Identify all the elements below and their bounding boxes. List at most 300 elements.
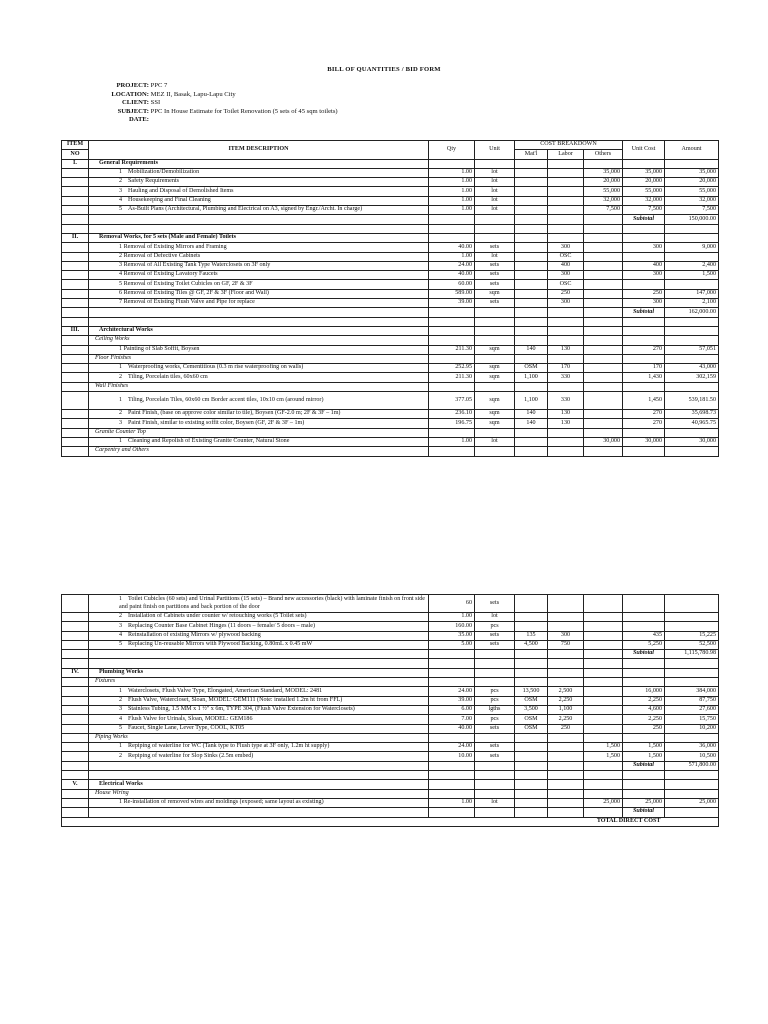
others-cell: 55,000 — [584, 187, 623, 196]
table-cell — [89, 224, 429, 233]
table-cell — [623, 382, 665, 391]
table-cell — [548, 808, 584, 817]
others-cell — [584, 715, 623, 724]
table-cell — [62, 364, 89, 373]
material-cell — [515, 595, 548, 613]
table-cell — [665, 233, 719, 242]
header-matl: Mat'l — [515, 150, 548, 159]
unit-cost-cell: 32,000 — [623, 196, 665, 205]
table-row — [62, 336, 719, 345]
qty-cell: 60 — [429, 595, 475, 613]
qty-cell: 6.00 — [429, 705, 475, 714]
header-unit: Unit — [475, 141, 515, 160]
table-cell — [62, 280, 89, 289]
amount-cell: 10,500 — [665, 752, 719, 761]
unit-cell: pcs — [475, 696, 515, 705]
table-cell — [548, 326, 584, 335]
subsection-title: Piping Works — [89, 733, 429, 742]
table-cell — [548, 159, 584, 168]
qty-cell: 10.00 — [429, 752, 475, 761]
amount-cell: 147,000 — [665, 289, 719, 298]
item-text: Replacing Counter Base Cabinet Hinges (11 doors – female/ 5 doors – male) — [128, 622, 315, 629]
section-title: Plumbing Works — [89, 668, 429, 677]
table-row — [62, 178, 719, 187]
table-cell — [89, 659, 429, 668]
table-row — [62, 447, 719, 456]
item-index: 1 — [119, 687, 123, 694]
table-cell — [62, 631, 89, 640]
item-description — [89, 696, 429, 705]
item-text: Paint Finish, (base on approve color similar to tile), Boysen (GF-2.0 m; 2F & 3F – 1m) — [128, 410, 341, 417]
labor-cell: 2,500 — [548, 687, 584, 696]
item-description — [89, 687, 429, 696]
labor-cell: 330 — [548, 373, 584, 382]
unit-cell: sets — [475, 280, 515, 289]
header-labor: Labor — [548, 150, 584, 159]
labor-cell: 300 — [548, 631, 584, 640]
table-row — [62, 817, 719, 826]
table-cell — [429, 224, 475, 233]
table-row — [62, 659, 719, 668]
subsection-title: Floor Finishes — [89, 354, 429, 363]
table-cell — [623, 317, 665, 326]
item-description — [89, 187, 429, 196]
others-cell — [584, 631, 623, 640]
item-description: 4 Removal of Existing Lavatory Faucets — [89, 271, 429, 280]
item-index: 5 — [119, 206, 123, 213]
others-cell — [584, 687, 623, 696]
unit-cell: lot — [475, 252, 515, 261]
others-cell — [584, 419, 623, 428]
qty-cell: 40.00 — [429, 243, 475, 252]
table-row — [62, 224, 719, 233]
unit-cost-cell: 1,450 — [623, 392, 665, 410]
table-cell — [429, 308, 475, 317]
others-cell — [584, 289, 623, 298]
unit-cell: sets — [475, 243, 515, 252]
amount-cell: 32,000 — [665, 196, 719, 205]
table-cell — [665, 428, 719, 437]
others-cell — [584, 252, 623, 261]
table-cell — [584, 224, 623, 233]
table-cell — [62, 261, 89, 270]
table-cell — [62, 289, 89, 298]
table-cell — [515, 771, 548, 780]
table-row — [62, 798, 719, 807]
item-text: Tiling, Porcelain tiles, 60x60 cm — [128, 373, 208, 380]
material-cell: 140 — [515, 410, 548, 419]
amount-cell: 9,000 — [665, 243, 719, 252]
unit-cost-cell: 25,000 — [623, 798, 665, 807]
qty-cell: 24.00 — [429, 743, 475, 752]
table-cell — [475, 733, 515, 742]
table-cell — [62, 724, 89, 733]
table-row — [62, 640, 719, 649]
table-row — [62, 696, 719, 705]
table-cell — [62, 308, 89, 317]
table-row — [62, 289, 719, 298]
table-cell — [515, 326, 548, 335]
amount-cell: 43,000 — [665, 364, 719, 373]
qty-cell: 236.10 — [429, 410, 475, 419]
table-row — [62, 687, 719, 696]
item-description — [89, 613, 429, 622]
table-cell — [623, 771, 665, 780]
table-cell — [548, 317, 584, 326]
others-cell — [584, 724, 623, 733]
others-cell: 32,000 — [584, 196, 623, 205]
item-index: 2 — [119, 373, 123, 380]
unit-cell: lot — [475, 178, 515, 187]
others-cell: 1,500 — [584, 752, 623, 761]
labor-cell: 300 — [548, 299, 584, 308]
item-index: 2 — [119, 410, 123, 417]
table-cell — [62, 771, 89, 780]
table-row — [62, 724, 719, 733]
labor-cell: 300 — [548, 243, 584, 252]
item-description — [89, 743, 429, 752]
table-cell — [584, 761, 623, 770]
others-cell — [584, 410, 623, 419]
qty-cell: 211.30 — [429, 345, 475, 354]
unit-cell: sqm — [475, 364, 515, 373]
labor-cell: 250 — [548, 724, 584, 733]
table-cell — [475, 678, 515, 687]
table-cell — [475, 308, 515, 317]
table-cell — [62, 817, 429, 826]
item-index: 4 — [119, 197, 123, 204]
table-cell — [665, 354, 719, 363]
table-header-row — [62, 141, 719, 150]
meta-date: DATE: — [128, 116, 149, 123]
unit-cost-cell: 30,000 — [623, 437, 665, 446]
table-cell — [62, 705, 89, 714]
item-text: As-Built Plans (Architectural, Plumbing and Electrical on A3, signed by Engr./Archt. In charge) — [128, 206, 363, 213]
table-cell — [515, 233, 548, 242]
unit-cost-cell: 1,500 — [623, 752, 665, 761]
table-cell — [584, 789, 623, 798]
item-index: 3 — [119, 622, 123, 629]
table-cell — [665, 336, 719, 345]
qty-cell: 196.75 — [429, 419, 475, 428]
material-cell — [515, 437, 548, 446]
subtotal-label: Subtotal — [623, 308, 665, 317]
table-cell — [62, 206, 89, 215]
table-cell — [62, 178, 89, 187]
unit-cost-cell: 1,430 — [623, 373, 665, 382]
unit-cell: sqm — [475, 410, 515, 419]
table-cell — [548, 215, 584, 224]
item-description — [89, 622, 429, 631]
labor-cell: 2,250 — [548, 696, 584, 705]
material-cell — [515, 752, 548, 761]
amount-cell: 87,750 — [665, 696, 719, 705]
item-index: 3 — [119, 706, 123, 713]
table-row — [62, 382, 719, 391]
table-cell — [62, 252, 89, 261]
item-text: Paint Finish, similar to existing soffit color, Boysen (GF, 2F & 3F – 1m) — [128, 419, 305, 426]
subtotal-amount — [665, 808, 719, 817]
header-others: Others — [584, 150, 623, 159]
unit-cost-cell: 1,500 — [623, 743, 665, 752]
table-cell — [62, 271, 89, 280]
table-cell — [429, 317, 475, 326]
qty-cell: 35.00 — [429, 631, 475, 640]
qty-cell: 1.00 — [429, 437, 475, 446]
unit-cell: lot — [475, 196, 515, 205]
material-cell — [515, 271, 548, 280]
subtotal-amount: 571,800.00 — [665, 761, 719, 770]
unit-cell: sets — [475, 271, 515, 280]
item-number: V. — [62, 780, 89, 789]
table-row — [62, 252, 719, 261]
table-cell — [515, 382, 548, 391]
table-cell — [62, 243, 89, 252]
unit-cost-cell: 2,250 — [623, 715, 665, 724]
unit-cell: sets — [475, 640, 515, 649]
unit-cost-cell: 2,250 — [623, 696, 665, 705]
others-cell: 35,000 — [584, 168, 623, 177]
table-cell — [548, 354, 584, 363]
item-index: 2 — [119, 752, 123, 759]
table-cell — [475, 789, 515, 798]
unit-cost-cell: 300 — [623, 271, 665, 280]
table-cell — [548, 224, 584, 233]
others-cell: 30,000 — [584, 437, 623, 446]
table-cell — [623, 659, 665, 668]
unit-cell: pcs — [475, 687, 515, 696]
item-number: III. — [62, 326, 89, 335]
others-cell — [584, 595, 623, 613]
table-cell — [515, 336, 548, 345]
table-cell — [548, 771, 584, 780]
subsection-title: House Wiring — [89, 789, 429, 798]
table-cell — [665, 771, 719, 780]
table-cell — [62, 798, 89, 807]
table-cell — [548, 733, 584, 742]
meta-location: LOCATION: MEZ II, Basak, Lapu-Lapu City — [111, 90, 236, 98]
amount-cell: 52,500 — [665, 640, 719, 649]
table-cell — [623, 678, 665, 687]
table-cell — [429, 789, 475, 798]
table-cell — [515, 733, 548, 742]
item-description — [89, 410, 429, 419]
table-row — [62, 410, 719, 419]
table-cell — [475, 780, 515, 789]
table-cell — [475, 428, 515, 437]
qty-cell: 1.00 — [429, 187, 475, 196]
qty-cell: 24.00 — [429, 687, 475, 696]
qty-cell: 1.00 — [429, 613, 475, 622]
unit-cell: lot — [475, 437, 515, 446]
table-row — [62, 743, 719, 752]
labor-cell — [548, 206, 584, 215]
table-row — [62, 428, 719, 437]
item-index: 1 — [119, 438, 123, 445]
table-cell — [665, 789, 719, 798]
table-row — [62, 733, 719, 742]
amount-cell: 40,965.75 — [665, 419, 719, 428]
material-cell: OSM — [515, 696, 548, 705]
table-cell — [623, 780, 665, 789]
item-description — [89, 364, 429, 373]
amount-cell — [665, 613, 719, 622]
table-cell — [515, 808, 548, 817]
table-cell — [665, 317, 719, 326]
table-cell — [62, 392, 89, 410]
item-description — [89, 724, 429, 733]
material-cell — [515, 798, 548, 807]
table-cell — [62, 808, 89, 817]
others-cell: 20,000 — [584, 178, 623, 187]
table-row — [62, 261, 719, 270]
table-row — [62, 668, 719, 677]
item-description — [89, 631, 429, 640]
others-cell — [584, 640, 623, 649]
amount-cell: 302,159 — [665, 373, 719, 382]
qty-cell: 39.00 — [429, 696, 475, 705]
table-cell — [62, 622, 89, 631]
unit-cell: lgths — [475, 705, 515, 714]
table-row — [62, 187, 719, 196]
item-description: 2 Removal of Defective Cabinets — [89, 252, 429, 261]
item-text: Tiling, Porcelain Tiles, 60x60 cm Border accent tiles, 10x10 cm (around mirror) — [128, 396, 324, 403]
table-cell — [515, 317, 548, 326]
table-cell — [429, 668, 475, 677]
table-cell — [62, 640, 89, 649]
item-index: 5 — [119, 724, 123, 731]
table-cell — [584, 771, 623, 780]
qty-cell: 377.05 — [429, 392, 475, 410]
others-cell — [584, 392, 623, 410]
labor-cell: 750 — [548, 640, 584, 649]
subtotal-amount: 162,000.00 — [665, 308, 719, 317]
table-cell — [548, 336, 584, 345]
table-cell — [62, 419, 89, 428]
table-cell — [475, 159, 515, 168]
subsection-title: Fixtures — [89, 678, 429, 687]
table-cell — [623, 447, 665, 456]
table-cell — [584, 159, 623, 168]
material-cell: OSM — [515, 724, 548, 733]
labor-cell — [548, 798, 584, 807]
table-cell — [548, 678, 584, 687]
boq-table-page-1 — [61, 140, 719, 457]
table-cell — [62, 428, 89, 437]
amount-cell: 25,000 — [665, 798, 719, 807]
unit-cell: sets — [475, 724, 515, 733]
table-cell — [62, 595, 89, 613]
table-row — [62, 364, 719, 373]
material-cell: 3,500 — [515, 705, 548, 714]
table-row — [62, 650, 719, 659]
unit-cell: sets — [475, 299, 515, 308]
item-index: 1 — [119, 364, 123, 371]
unit-cost-cell: 270 — [623, 419, 665, 428]
others-cell — [584, 613, 623, 622]
item-description — [89, 178, 429, 187]
table-row — [62, 419, 719, 428]
unit-cell: lot — [475, 187, 515, 196]
table-row — [62, 326, 719, 335]
table-cell — [475, 668, 515, 677]
table-cell — [584, 326, 623, 335]
material-cell: 135 — [515, 631, 548, 640]
unit-cell: lot — [475, 168, 515, 177]
qty-cell: 7.00 — [429, 715, 475, 724]
table-cell — [584, 354, 623, 363]
table-cell — [515, 354, 548, 363]
table-cell — [665, 326, 719, 335]
qty-cell: 211.30 — [429, 373, 475, 382]
table-cell — [665, 382, 719, 391]
qty-cell: 39.00 — [429, 299, 475, 308]
item-description — [89, 437, 429, 446]
table-cell — [515, 761, 548, 770]
table-cell — [623, 159, 665, 168]
unit-cell: sqm — [475, 373, 515, 382]
unit-cost-cell: 7,500 — [623, 206, 665, 215]
table-cell — [548, 233, 584, 242]
table-cell — [62, 196, 89, 205]
item-text: Replacing Un-reusable Mirrors with Plywood Backing, 0.80mL x 0.45 mW — [128, 641, 313, 648]
amount-cell: 35,698.73 — [665, 410, 719, 419]
table-cell — [429, 761, 475, 770]
table-row — [62, 271, 719, 280]
item-text: Waterclosets, Flush Valve Type, Elongated, American Standard, MODEL: 2481 — [128, 687, 323, 694]
table-row — [62, 631, 719, 640]
unit-cell: sqm — [475, 392, 515, 410]
amount-cell: 539,181.50 — [665, 392, 719, 410]
table-cell — [62, 761, 89, 770]
unit-cost-cell: 35,000 — [623, 168, 665, 177]
item-description — [89, 206, 429, 215]
table-cell — [584, 317, 623, 326]
material-cell — [515, 261, 548, 270]
table-cell — [623, 789, 665, 798]
table-row — [62, 233, 719, 242]
unit-cost-cell: 400 — [623, 261, 665, 270]
table-cell — [62, 187, 89, 196]
qty-cell: 252.95 — [429, 364, 475, 373]
table-row — [62, 215, 719, 224]
labor-cell: 130 — [548, 345, 584, 354]
table-cell — [62, 224, 89, 233]
amount-cell: 1,500 — [665, 271, 719, 280]
item-description: 3 Removal of All Existing Tank Type Waterclosets on 3F only — [89, 261, 429, 270]
table-cell — [429, 159, 475, 168]
table-row — [62, 354, 719, 363]
table-cell — [548, 761, 584, 770]
subtotal-label: Subtotal — [623, 650, 665, 659]
labor-cell: 130 — [548, 419, 584, 428]
unit-cell: sqm — [475, 419, 515, 428]
table-cell — [584, 382, 623, 391]
material-cell: OSM — [515, 715, 548, 724]
material-cell: 13,500 — [515, 687, 548, 696]
others-cell: 1,500 — [584, 743, 623, 752]
material-cell — [515, 196, 548, 205]
header-amount: Amount — [665, 141, 719, 160]
others-cell — [584, 261, 623, 270]
table-cell — [62, 317, 89, 326]
table-cell — [89, 650, 429, 659]
subtotal-label: Subtotal — [623, 761, 665, 770]
item-index: 1 — [119, 396, 123, 403]
unit-cell: pcs — [475, 715, 515, 724]
table-row — [62, 308, 719, 317]
amount-cell: 57,051 — [665, 345, 719, 354]
